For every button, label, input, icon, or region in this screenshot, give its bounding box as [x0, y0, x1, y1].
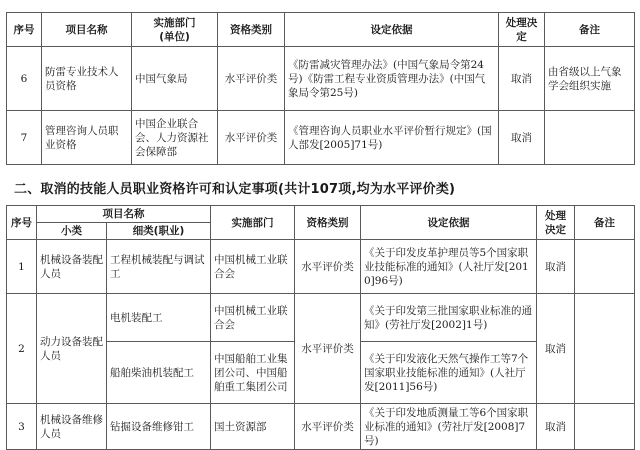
header-seq: 序号 [7, 13, 42, 47]
header-detail: 细类(职业) [107, 223, 211, 240]
table-row [7, 404, 635, 450]
table1-header-row [7, 13, 635, 47]
cell-subclass: 动力设备装配人员 [37, 294, 107, 404]
cell-remarks [575, 404, 635, 450]
cell-seq: 3 [7, 404, 37, 450]
cell-remarks [575, 240, 635, 294]
cell-seq: 6 [7, 47, 42, 111]
table-row [7, 111, 635, 165]
cell-dept: 中国机械工业联合会 [211, 294, 295, 342]
header-item-name: 项目名称 [42, 13, 132, 47]
cell-category: 水平评价类 [295, 404, 361, 450]
cell-detail: 工程机械装配与调试工 [107, 240, 211, 294]
cell-detail: 钻掘设备维修钳工 [107, 404, 211, 450]
header-dept: 实施部门 [211, 206, 295, 240]
cell-subclass: 机械设备装配人员 [37, 240, 107, 294]
qualification-table-professional [6, 12, 635, 165]
cell-decision: 取消 [499, 47, 545, 111]
cell-dept: 中国船舶工业集团公司、中国船舶重工集团公司 [211, 342, 295, 404]
header-dept-label: 实施部门 [153, 16, 196, 29]
cell-detail: 电机装配工 [107, 294, 211, 342]
cell-decision: 取消 [499, 111, 545, 165]
header-dept [132, 13, 218, 47]
header-dept-sub: (单位) [159, 30, 190, 43]
table-row [7, 240, 635, 294]
table-row [7, 47, 635, 111]
cell-seq: 1 [7, 240, 37, 294]
header-remarks: 备注 [545, 13, 635, 47]
cell-category: 水平评价类 [218, 111, 285, 165]
cell-seq: 2 [7, 294, 37, 404]
cell-item-name: 管理咨询人员职业资格 [42, 111, 132, 165]
qualification-table-skills [6, 205, 635, 450]
cell-category: 水平评价类 [295, 240, 361, 294]
cell-basis: 《防雷减灾管理办法》(中国气象局令第24号)《防雷工程专业资质管理办法》(中国气象局令第25号) [285, 47, 499, 111]
cell-basis: 《关于印发液化天然气操作工等7个国家职业技能标准的通知》(人社厅发[2011]56号) [361, 342, 537, 404]
cell-dept: 中国机械工业联合会 [211, 240, 295, 294]
cell-remarks: 由省级以上气象学会组织实施 [545, 47, 635, 111]
header-basis: 设定依据 [285, 13, 499, 47]
table-row [7, 294, 635, 342]
header-decision: 处理决定 [537, 206, 575, 240]
cell-basis: 《关于印发第三批国家职业标准的通知》(劳社厅发[2002]1号) [361, 294, 537, 342]
cell-remarks [575, 294, 635, 404]
table2-header-row [7, 206, 635, 223]
section-title: 二、取消的技能人员职业资格许可和认定事项(共计107项,均为水平评价类) [14, 182, 456, 197]
header-seq: 序号 [7, 206, 37, 240]
cell-category: 水平评价类 [295, 294, 361, 404]
header-decision: 处理决定 [499, 13, 545, 47]
cell-decision: 取消 [537, 240, 575, 294]
cell-dept: 国土资源部 [211, 404, 295, 450]
cell-decision: 取消 [537, 294, 575, 404]
cell-basis: 《关于印发地质测量工等6个国家职业标准的通知》(劳社厅发[2008]7号) [361, 404, 537, 450]
cell-dept: 中国企业联合会、人力资源社会保障部 [132, 111, 218, 165]
cell-item-name: 防雷专业技术人员资格 [42, 47, 132, 111]
header-category: 资格类别 [295, 206, 361, 240]
header-basis: 设定依据 [361, 206, 537, 240]
cell-subclass: 机械设备维修人员 [37, 404, 107, 450]
cell-dept: 中国气象局 [132, 47, 218, 111]
cell-basis: 《关于印发皮革护理员等5个国家职业技能标准的通知》(人社厅发[2010]96号) [361, 240, 537, 294]
header-remarks: 备注 [575, 206, 635, 240]
header-item-name: 项目名称 [37, 206, 211, 223]
header-subclass: 小类 [37, 223, 107, 240]
cell-seq: 7 [7, 111, 42, 165]
cell-category: 水平评价类 [218, 47, 285, 111]
cell-decision: 取消 [537, 404, 575, 450]
header-category: 资格类别 [218, 13, 285, 47]
cell-remarks [545, 111, 635, 165]
cell-basis: 《管理咨询人员职业水平评价暂行规定》(国人部发[2005]71号) [285, 111, 499, 165]
cell-detail: 船舶柴油机装配工 [107, 342, 211, 404]
